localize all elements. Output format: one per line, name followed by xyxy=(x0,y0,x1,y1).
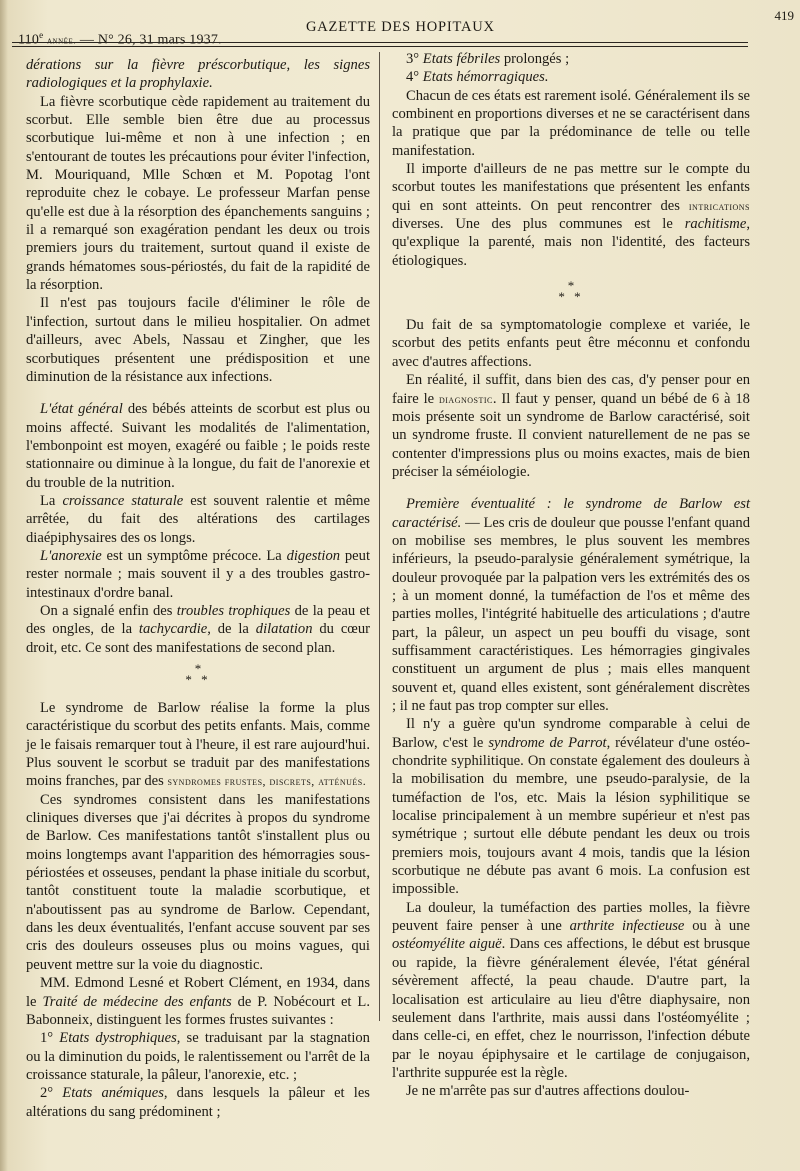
list-item xyxy=(392,68,750,86)
paragraph xyxy=(392,899,750,1082)
paragraph xyxy=(26,699,370,791)
text-run: 3° xyxy=(406,51,423,67)
list-item xyxy=(26,1084,370,1121)
text-run: , de la xyxy=(207,621,256,638)
text-run: , se traduisant par la stagnation ou la diminution du poids, le ralentissement ou l'arrêt de la croissance staturale, la pâleur, l'anorexie, etc. ; xyxy=(26,1030,370,1083)
text-run: est un symptôme précoce. La xyxy=(101,547,287,564)
header-rule-thin xyxy=(12,46,748,47)
small-caps-text: syndromes frustes, discrets, atténués. xyxy=(167,774,367,789)
header-rule-thick xyxy=(12,42,748,43)
page-binding-shadow xyxy=(0,0,8,1171)
italic-text: Etats anémiques xyxy=(62,1085,164,1102)
text-run: ou à une xyxy=(684,918,750,935)
italic-text: digestion xyxy=(286,547,341,564)
paragraph xyxy=(26,56,370,93)
italic-text: rachitisme xyxy=(684,216,747,233)
text-run: . Dans ces affections, le début est brusque ou rapide, la fièvre généralement élevée, l'état général sévèrement affecté, la peau chaude. D'autre part, la localisation est articulaire au lieu d'être diaphysaire, non seulement dans l'arthrite, mais aussi dans l'ostéomyélite ; dans celle-ci, en effet, chez le nourrisson, l'infection débute par le noyau épiphysaire et le cartilage de conjugaison, l'arthrite suppurée est la règle. xyxy=(392,936,750,1081)
text-run: de la peau et des ongles, de la xyxy=(26,602,370,638)
text-run: En réalité, il suffit, dans bien des cas, d'y penser pour en faire le xyxy=(392,372,750,407)
text-run: Il importe d'ailleurs de ne pas mettre sur le compte du scorbut toutes les manifestations que présentent les enfants qui en sont atteints. On peut rencontrer des xyxy=(392,161,750,214)
text-run: On a signalé enfin des xyxy=(40,602,177,619)
small-caps-text: diagnostic xyxy=(438,391,493,406)
paragraph: La fièvre scorbutique cède rapidement au traitement du scorbut. Elle semble bien être due au processus scorbutique lui-même et non à une infection ; en s'entourant de toutes les précautions pour éviter l'infection, M. Mouriquand, Mlle Schœn et M. Popotag l'ont reproduite chez le cobaye. Le professeur Marfan pense qu'elle est due à la résorption des épanchements sanguins ; il a remarqué son exagération pendant les deux ou trois premiers jours du traitement, surtout quand il existe de grands hématomes sous-périostés, du fait de la rapidité de la résorption. xyxy=(26,93,370,294)
paragraph xyxy=(26,400,370,492)
paragraph: Chacun de ces états est rarement isolé. Généralement ils se combinent en proportions diverses et ne se caractérisent dans la pratique que par la prédominance de telle ou telle manifestation. xyxy=(392,87,750,159)
text-run: 2° xyxy=(40,1085,63,1102)
paragraph xyxy=(26,492,370,547)
italic-text: dérations sur la fièvre préscorbutique, les signes radiologiques et la prophylaxie. xyxy=(26,57,370,92)
paragraph xyxy=(26,602,370,657)
text-run: est souvent ralentie et même arrêtée, du fait des altérations des cartilages diaépiphysaires des os longs. xyxy=(26,492,370,546)
text-run: diverses. Une des plus communes est le xyxy=(392,216,685,233)
italic-text: Première éventualité : le syndrome de Barlow est caractérisé. xyxy=(392,496,750,531)
paragraph: Du fait de sa symptomatologie complexe et variée, le scorbut des petits enfants peut être méconnu et confondu avec d'autres affections. xyxy=(392,317,750,370)
text-run: — Les cris de douleur que pousse l'enfant quand on mobilise ses membres, le plus souvent les membres inférieurs, la pseudo-paralysie généralement symétrique, la douleur provoquée par la palpation vers les extrémités des os ; à un moment donné, la tuméfaction de l'os et même des parties molles, l'intégrité habituelle des articulations ; d'autre part, la pâleur, un aspect un peu bouffi du visage, sont suffisamment caractéristiques. Les hémorragies gingivales constituent un argument de plus ; mais elles manquent souvent et, quand elles existent, sont généralement discrètes ; il ne faut pas trop compter sur elles. xyxy=(392,514,750,714)
page-number: 419 xyxy=(774,8,794,23)
asterism-separator xyxy=(392,278,750,305)
italic-text: tachycardie xyxy=(138,621,208,638)
header-year-sup: e xyxy=(39,30,44,40)
text-run: , qu'explique la parenté, mais non l'identité, des facteurs étiologiques. xyxy=(392,216,750,269)
italic-text: L'anorexie xyxy=(40,547,102,564)
paragraph: Ces syndromes consistent dans les manifestations cliniques diverses que j'ai décrites à propos du syndrome de Barlow. Ces manifestations tantôt s'installent plus ou moins longtemps avant l'apparition des hémorragies sous-périostées et osseuses, pendant la phase initiale du scorbut, tantôt constituent toute la maladie scorbutique, et n'aboutissent pas au syndrome de Barlow. Cependant, dans les deux éventualités, l'enfant accuse souvent par ses cris des douleurs osseuses plus ou moins vagues, qui peuvent mettre sur la voie du diagnostic. xyxy=(26,791,370,973)
paragraph xyxy=(26,974,370,1029)
left-column xyxy=(26,56,370,1121)
journal-title: GAZETTE DES HOPITAUX xyxy=(306,19,495,35)
text-run: La douleur, la tuméfaction des parties molles, la fièvre peuvent faire penser à une xyxy=(392,899,750,935)
list-item xyxy=(26,1029,370,1084)
asterism-top: * xyxy=(194,661,202,676)
italic-text: Etats hémorragiques. xyxy=(422,69,549,86)
italic-text: syndrome de Parrot xyxy=(488,734,607,751)
italic-text: Etats fébriles xyxy=(422,51,501,67)
paragraph xyxy=(392,495,750,715)
text-run: 4° xyxy=(406,69,423,86)
text-run: de P. Nobécourt et L. Babonneix, distinguent les formes frustes suivantes : xyxy=(26,993,370,1028)
text-run: prolongés ; xyxy=(500,51,570,67)
paragraph xyxy=(26,547,370,602)
list-item xyxy=(392,50,750,68)
text-run: . Il faut y penser, quand un bébé de 6 à 18 mois présente soit un syndrome de Barlow caractérisé, soit un syndrome fruste. Il convient naturellement de ne pas se contenter d'impressions plus ou moins exactes, mais de bien préciser la séméiologie. xyxy=(392,390,750,480)
right-column xyxy=(392,50,750,1101)
text-run: du cœur droit, etc. Ce sont des manifestations de second plan. xyxy=(26,621,370,656)
paragraph xyxy=(392,371,750,481)
paragraph xyxy=(392,715,750,898)
text-run: Il n'y a guère qu'un syndrome comparable à celui de Barlow, c'est le xyxy=(392,716,750,751)
italic-text: Etats dystrophiques xyxy=(59,1030,177,1047)
paragraph: Je ne m'arrête pas sur d'autres affections doulou- xyxy=(406,1083,690,1100)
italic-text: Traité de médecine des enfants xyxy=(42,993,232,1010)
header-issue: — N° 26, 31 mars 1937. xyxy=(79,32,222,48)
asterism-bottom: * * xyxy=(558,289,584,305)
italic-text: troubles trophiques xyxy=(176,602,291,619)
text-run: 1° xyxy=(40,1030,60,1047)
italic-text: arthrite infectieuse xyxy=(569,918,685,935)
text-run: Le syndrome de Barlow réalise la forme la plus caractéristique du scorbut des petits enfants. Mais, comme je le faisais remarquer tout à l'heure, il est rare aujourd'hui. Plus souvent le scorbut se traduit par des manifestations moins franches, par des xyxy=(26,700,370,790)
text-run: , dans lesquels la pâleur et les altérations du sang prédominent ; xyxy=(26,1085,370,1120)
italic-text: ostéomyélite aiguë xyxy=(392,936,502,953)
asterism-top: * xyxy=(567,278,575,294)
paragraph: Il n'est pas toujours facile d'éliminer le rôle de l'infection, surtout dans le milieu hospitalier. On admet d'ailleurs, avec Abels, Nassau et Zingher, que les scorbutiques présentent une prédisposition et une diminution de la résistance aux infections. xyxy=(26,295,370,385)
text-run: La xyxy=(40,492,63,509)
asterism-bottom: * * xyxy=(185,672,211,687)
italic-text: croissance staturale xyxy=(62,492,184,509)
column-divider xyxy=(379,52,380,1021)
text-run: des bébés atteints de scorbut est plus ou moins affecté. Suivant les modalités de l'alimentation, l'embonpoint est moyen, exagéré ou faible ; le poids reste stationnaire ou diminue à la longue, du fait de l'anorexie et du trouble de la nutrition. xyxy=(26,401,370,491)
text-run: , révélateur d'une ostéo-chondrite syphilitique. On constate également des douleurs à la mobilisation du membre, une pseudo-paralysie, de la tuméfaction de l'os, etc. Mais la lésion syphilitique se localise principalement à un membre supérieur et n'est pas symétrique ; surtout elle débute pendant les deux ou trois premiers mois, toujours avant 4 mois, tandis que la lésion scorbutique ne débute pas avant 6 mois. La confusion est impossible. xyxy=(392,734,751,898)
asterism-separator xyxy=(26,663,370,685)
paragraph xyxy=(392,160,750,270)
text-run: MM. Edmond Lesné et Robert Clément, en 1934, dans le xyxy=(26,975,370,1010)
header-year-number: 110 xyxy=(18,32,40,48)
text-run: peut rester normale ; mais souvent il y a des troubles gastro-intestinaux d'ordre banal. xyxy=(26,547,370,601)
italic-text: L'état général xyxy=(40,401,123,418)
italic-text: dilatation xyxy=(255,621,313,638)
header-year-word: année. xyxy=(47,35,77,47)
small-caps-text: intrications xyxy=(688,198,750,213)
